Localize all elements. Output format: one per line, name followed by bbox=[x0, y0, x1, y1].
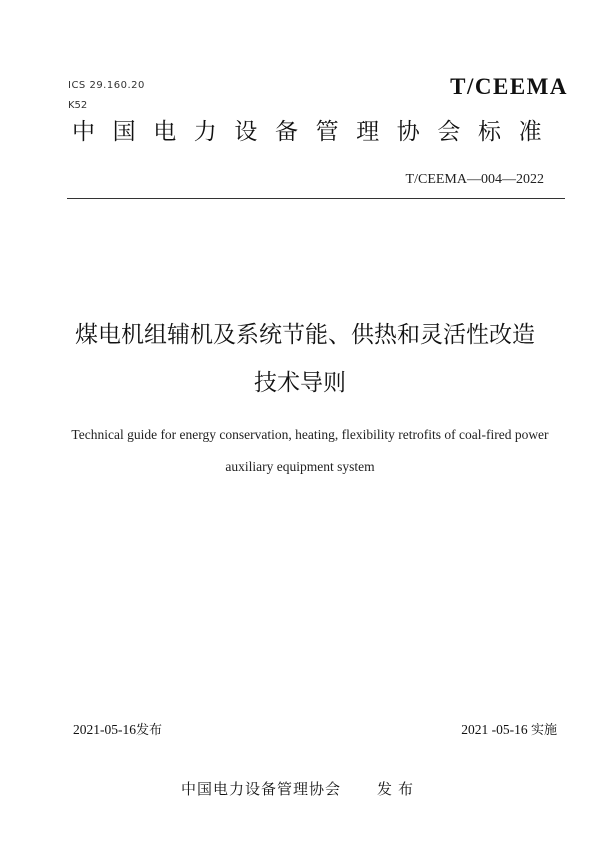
publisher-line bbox=[0, 778, 600, 799]
implement-date: 2021 -05-16 bbox=[461, 722, 528, 737]
implement-label: 实施 bbox=[530, 723, 557, 738]
publisher-action: 发布 bbox=[377, 780, 420, 798]
publisher-organization: 中国电力设备管理协会 bbox=[180, 780, 341, 798]
standard-number: T/CEEMA—004—2022 bbox=[405, 172, 544, 187]
english-title-line-1: Technical guide for energy conservation, heating, flexibility retrofits of coal-fired power bbox=[71, 427, 549, 442]
publish-date-line bbox=[73, 719, 162, 738]
english-title-line-2: auxiliary equipment system bbox=[225, 459, 375, 474]
publish-label: 发布 bbox=[136, 723, 163, 738]
standard-type-heading: 中国电力设备管理协会标准 bbox=[72, 119, 560, 145]
ccs-code: K52 bbox=[68, 100, 88, 111]
ics-code: ICS 29.160.20 bbox=[68, 80, 145, 91]
chinese-title-line-2: 技术导则 bbox=[254, 370, 346, 396]
brand-mark: T/CEEMA bbox=[450, 74, 568, 99]
header-divider bbox=[67, 198, 565, 199]
chinese-title-line-1: 煤电机组辅机及系统节能、供热和灵活性改造 bbox=[75, 322, 535, 348]
publish-date: 2021-05-16 bbox=[73, 722, 136, 737]
implement-date-line bbox=[461, 719, 557, 738]
